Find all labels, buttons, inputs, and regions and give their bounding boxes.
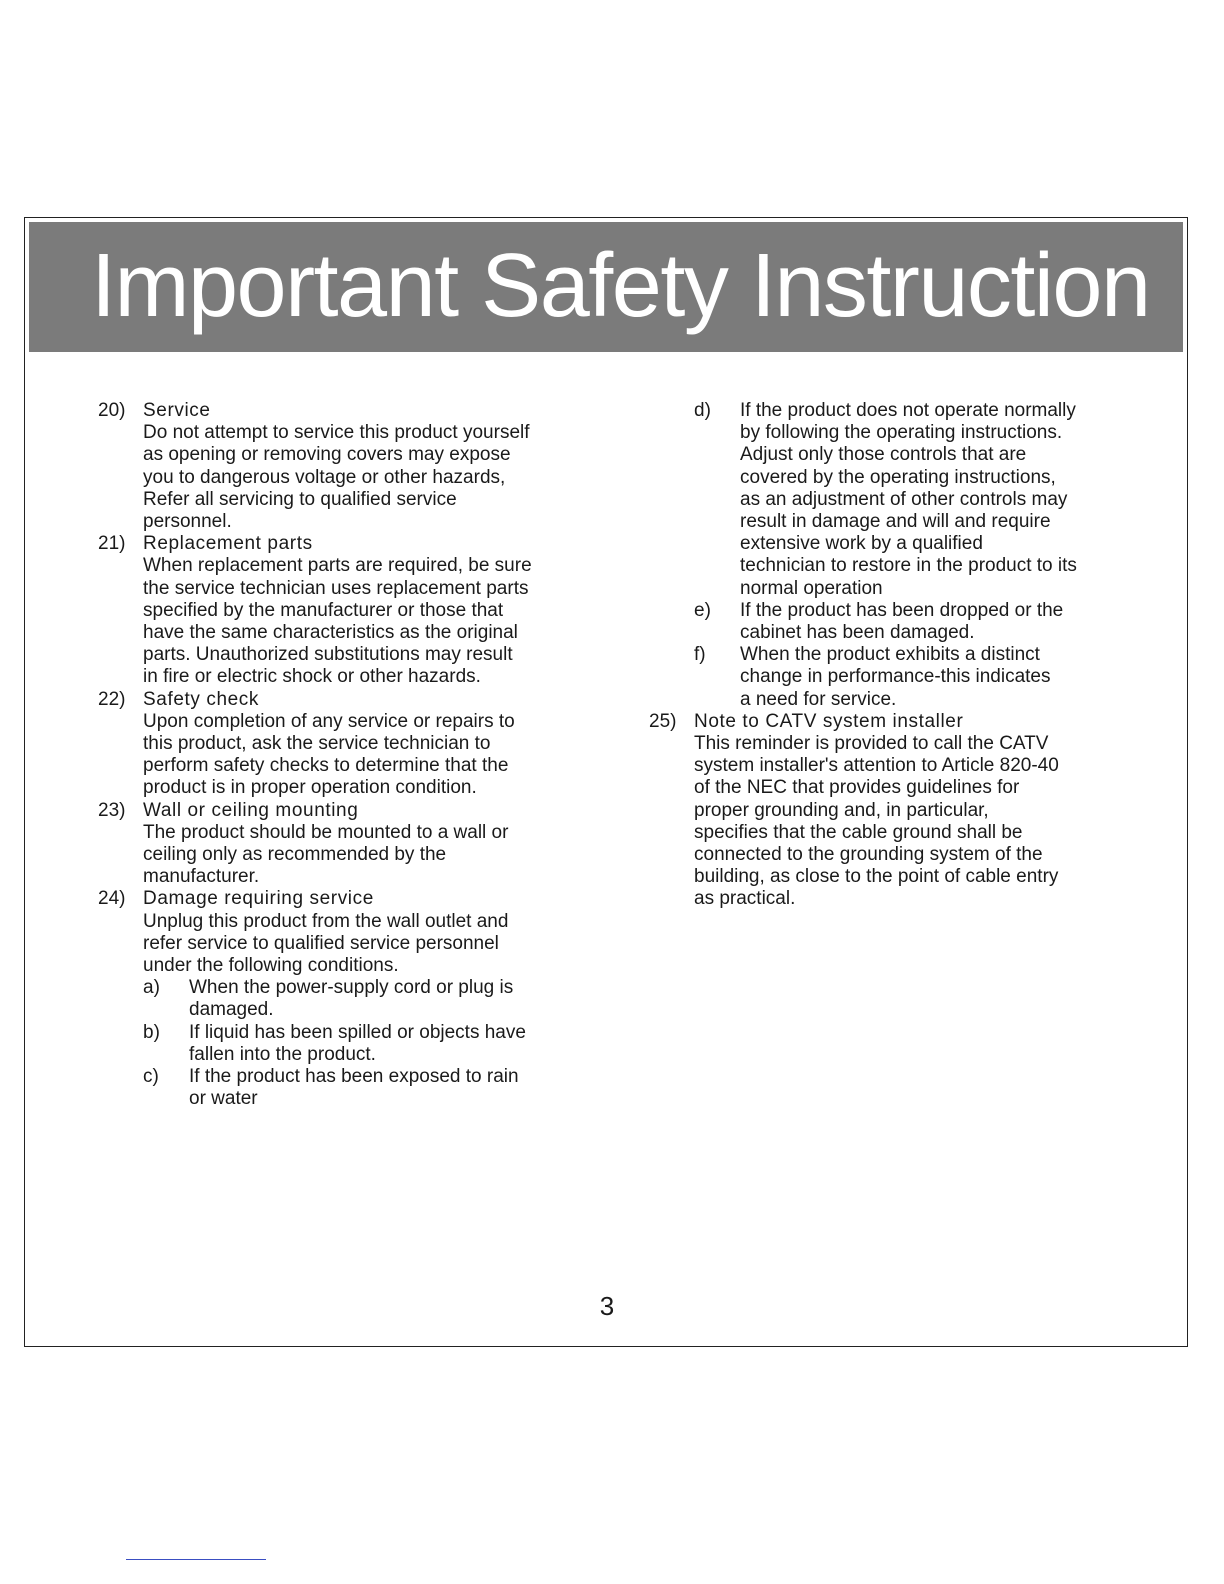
sub-item-list: [649, 400, 1159, 711]
sub-item-text-line: covered by the operating instructions,: [740, 466, 1056, 488]
sub-item-text-line: as an adjustment of other controls may: [740, 488, 1068, 510]
sub-item-text-line: change in performance-this indicates: [740, 666, 1051, 688]
sub-item-text-line: When the product exhibits a distinct: [740, 644, 1040, 666]
item-text-line: connected to the grounding system of the: [694, 844, 1043, 866]
item-number: 21): [98, 533, 126, 555]
item-title: Note to CATV system installer: [694, 710, 964, 732]
item-text-line: you to dangerous voltage or other hazards,: [143, 466, 506, 488]
item-number: 22): [98, 688, 126, 710]
sub-item: [694, 600, 1159, 644]
sub-item-text-line: If the product does not operate normally: [740, 400, 1076, 421]
item-title: Replacement parts: [143, 533, 313, 555]
item-text-line: the service technician uses replacement parts: [143, 577, 529, 599]
item-text-line: perform safety checks to determine that the: [143, 755, 509, 777]
sub-item-text-line: or water: [189, 1088, 258, 1110]
sub-item-text-line: extensive work by a qualified: [740, 533, 983, 555]
sub-item-text-line: If liquid has been spilled or objects have: [189, 1021, 526, 1043]
sub-item: [143, 977, 598, 1021]
page-number: 3: [599, 1291, 615, 1321]
sub-item-text-line: Adjust only those controls that are: [740, 444, 1027, 466]
item-text-line: as opening or removing covers may expose: [143, 444, 511, 466]
numbered-item: [98, 888, 598, 977]
item-text-line: Do not attempt to service this product yourself: [143, 422, 530, 444]
item-text-line: of the NEC that provides guidelines for: [694, 777, 1020, 799]
left-column: [98, 400, 598, 1111]
sub-item-letter: c): [143, 1066, 159, 1088]
item-text-line: specified by the manufacturer or those that: [143, 599, 504, 621]
footer-link-underline: [126, 1559, 266, 1560]
numbered-item: [98, 533, 598, 688]
sub-item: [694, 644, 1159, 711]
sub-item-text-line: a need for service.: [740, 688, 897, 710]
numbered-item: [98, 800, 598, 889]
item-text-line: This reminder is provided to call the CATV: [694, 733, 1049, 755]
sub-item-letter: b): [143, 1021, 160, 1043]
item-text-line: parts. Unauthorized substitutions may result: [143, 644, 513, 666]
sub-item-letter: d): [694, 400, 711, 421]
item-number: 24): [98, 888, 126, 910]
sub-item-list: [98, 977, 598, 1110]
item-number: 25): [649, 710, 677, 732]
numbered-item: [98, 400, 598, 533]
sub-item-text-line: damaged.: [189, 999, 274, 1021]
sub-item-text-line: cabinet has been damaged.: [740, 622, 975, 644]
right-column: [649, 400, 1159, 911]
item-title: Safety check: [143, 688, 259, 710]
sub-item: [694, 400, 1159, 600]
sub-item-letter: f): [694, 644, 706, 666]
item-text-line: personnel.: [143, 511, 232, 533]
item-text-line: under the following conditions.: [143, 955, 399, 977]
item-title: Damage requiring service: [143, 888, 374, 910]
item-text-line: manufacturer.: [143, 866, 260, 888]
item-text-line: The product should be mounted to a wall or: [143, 821, 509, 843]
sub-item: [143, 1022, 598, 1066]
sub-item-text-line: by following the operating instructions.: [740, 422, 1063, 444]
sub-item-text-line: technician to restore in the product to its: [740, 555, 1077, 577]
sub-item-text-line: normal operation: [740, 577, 883, 599]
item-text-line: proper grounding and, in particular,: [694, 799, 989, 821]
item-text-line: system installer's attention to Article 820-40: [694, 755, 1059, 777]
item-text-line: refer service to qualified service personnel: [143, 932, 499, 954]
item-number: 20): [98, 400, 126, 421]
item-text-line: Unplug this product from the wall outlet and: [143, 910, 509, 932]
item-text-line: Upon completion of any service or repairs to: [143, 710, 515, 732]
sub-item-text-line: fallen into the product.: [189, 1043, 376, 1065]
item-text-line: building, as close to the point of cable entry: [694, 866, 1059, 888]
sub-item-letter: a): [143, 977, 160, 999]
page-frame: [24, 217, 1188, 1347]
page-title: Important Safety Instruction: [91, 236, 1150, 336]
sub-item-letter: e): [694, 599, 711, 621]
item-number: 23): [98, 799, 126, 821]
sub-item-text-line: result in damage and will and require: [740, 511, 1051, 533]
numbered-item: [98, 689, 598, 800]
item-text-line: ceiling only as recommended by the: [143, 844, 447, 866]
sub-item-text-line: If the product has been exposed to rain: [189, 1066, 519, 1088]
item-text-line: as practical.: [694, 888, 796, 910]
item-text-line: specifies that the cable ground shall be: [694, 821, 1023, 843]
item-title: Wall or ceiling mounting: [143, 799, 359, 821]
item-text-line: this product, ask the service technician to: [143, 733, 491, 755]
sub-item-text-line: If the product has been dropped or the: [740, 599, 1064, 621]
numbered-item: [649, 711, 1159, 911]
item-text-line: Refer all servicing to qualified service: [143, 488, 457, 510]
item-text-line: product is in proper operation condition.: [143, 777, 477, 799]
item-text-line: have the same characteristics as the original: [143, 622, 518, 644]
item-title: Service: [143, 400, 211, 421]
item-text-line: in fire or electric shock or other hazards.: [143, 666, 481, 688]
sub-item-text-line: When the power-supply cord or plug is: [189, 977, 514, 999]
sub-item: [143, 1066, 598, 1110]
title-banner: [29, 222, 1183, 352]
item-text-line: When replacement parts are required, be sure: [143, 555, 532, 577]
